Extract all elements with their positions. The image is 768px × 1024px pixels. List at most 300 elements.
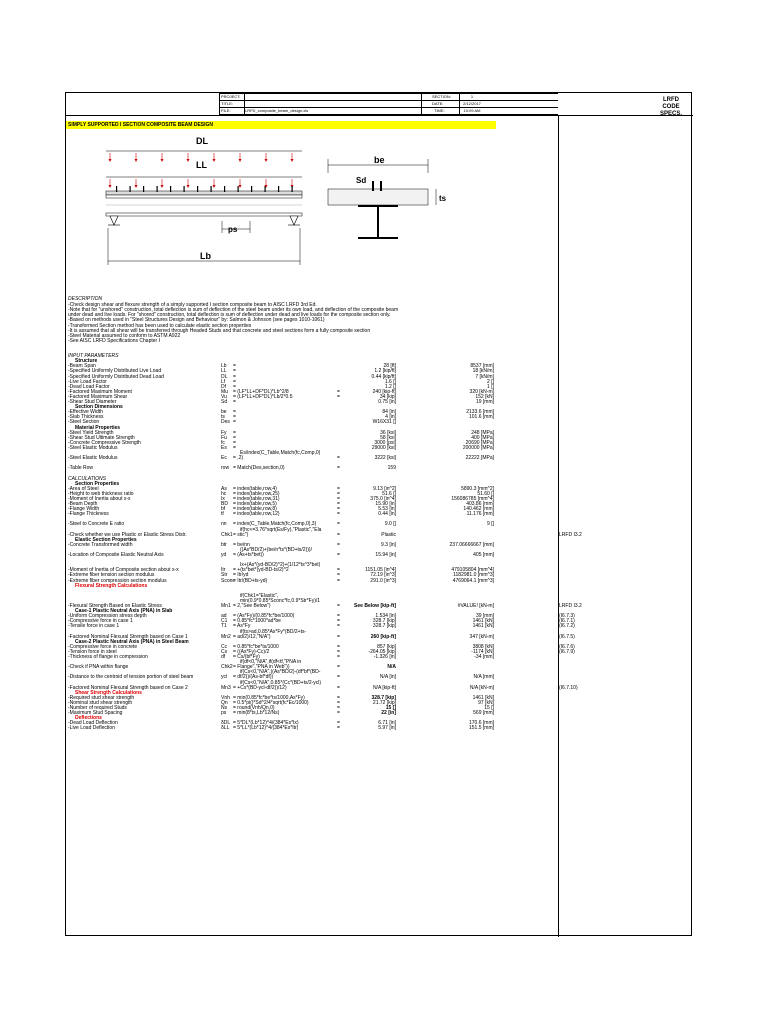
cross-section-figure <box>318 151 468 246</box>
imperial-value: W16X31 [] <box>372 419 396 426</box>
parameter-formula: = Flange","PNA in Web")) <box>233 664 290 671</box>
imperial-value: 1151.05 [in^4] <box>365 567 396 574</box>
equals-sign: = <box>337 465 340 472</box>
equals-sign: = <box>337 674 340 681</box>
parameter-description: -Extreme fiber compression section modulus <box>68 577 167 584</box>
parameter-description: -Beam Depth <box>68 501 98 507</box>
parameter-symbol: Ix <box>221 495 225 502</box>
parameter-formula: = Itr/(BD+ts-yd) <box>233 577 268 584</box>
imperial-value: 3000 [psi] <box>374 439 396 446</box>
parameter-symbol: Des <box>221 419 230 426</box>
metric-value: 140.462 [mm] <box>463 506 494 513</box>
metric-value: 1182981.0 [mm^3] <box>453 572 494 579</box>
metric-value: 400 [MPa] <box>471 434 494 441</box>
parameter-formula: = index(table,row,31) <box>233 495 280 502</box>
description-line: -Based on methods used in "Steel Structures Design and Behaviour" by: Salmon & Johnson (see pages 1010-1061) <box>68 317 325 324</box>
parameter-description: -Factored Nominal Flexural Strength based on Case 1 <box>68 633 188 640</box>
parameter-symbol: Chk2 <box>221 664 233 671</box>
parameter-description: -Specified Uniformly Distributed Dead Load <box>68 373 164 380</box>
parameter-formula: = be/nn <box>233 541 250 548</box>
equals-sign: = <box>337 531 340 538</box>
load-arrow-head <box>135 159 138 162</box>
shear-stud <box>238 186 239 192</box>
description-line: -It is assumed that all shear will be transferred through Headed Studs and that concrete and steel sections form a fully composite section <box>68 327 371 334</box>
equals-sign: = <box>337 521 340 528</box>
parameter-description: -Dead Load Deflection <box>68 720 118 727</box>
metric-value: 320 [kN-m] <box>469 388 494 395</box>
code-reference: (I6.7.2) <box>559 623 575 630</box>
shear-stud <box>224 186 225 192</box>
metric-value: 152 [kN] <box>475 393 494 400</box>
parameter-description: -Flexural Strength Based on Elastic Stress <box>68 603 162 609</box>
imperial-value: -264.05 [kip] <box>368 648 396 655</box>
parameter-symbol: C1 <box>221 618 228 625</box>
imperial-value: 328.7 [kip] <box>372 623 396 630</box>
parameter-description: -Tension force in steel <box>68 648 117 655</box>
parameter-description: -Height to web thickness ratio <box>68 490 134 497</box>
parameter-symbol: δDL <box>221 720 231 727</box>
parameter-description: -Steel Elastic Modulus <box>68 444 118 451</box>
formula-continuation: min(0.9*0.85*Sconc*fc,0.9*Str*Fy)/1 <box>240 597 321 604</box>
parameter-symbol: yd <box>221 552 227 558</box>
parameter-formula: = <box>233 373 236 380</box>
parameter-formula: = <box>233 409 236 416</box>
metric-value: 479105804 [mm^4] <box>451 567 494 574</box>
metric-value: 1 [] <box>487 383 494 390</box>
parameter-description: -Distance to the centroid of tension portion of steel beam <box>68 674 194 681</box>
equals-sign: = <box>337 710 340 717</box>
parameter-symbol: Df <box>221 383 226 390</box>
parameter-description: -Area of Steel <box>68 485 99 492</box>
equals-sign: = <box>337 699 340 706</box>
parameter-description: -Factored Nominal Flexural Strength based on Case 2 <box>68 684 188 691</box>
parameter-symbol: tf <box>221 511 224 518</box>
shear-stud <box>251 186 252 192</box>
parameter-formula: = <box>233 414 236 421</box>
equals-sign: = <box>337 643 340 650</box>
parameter-symbol: Chk1 <box>221 531 233 538</box>
imperial-value: N/A <box>387 664 396 671</box>
shear-stud <box>157 186 158 192</box>
metric-value: 7 [kN/m] <box>475 373 494 380</box>
parameter-symbol: Mn1 <box>221 603 231 609</box>
equals-sign: = <box>337 664 340 671</box>
imperial-value: 857 [kip] <box>377 643 396 650</box>
parameter-description: -Factored Maximum Shear <box>68 393 128 400</box>
parameter-symbol: ts <box>221 414 225 421</box>
concrete-slab <box>106 191 302 195</box>
metric-value: 4769064.1 [mm^3] <box>452 577 494 584</box>
code-reference: (I6.7.1) <box>559 618 575 625</box>
parameter-description: -Uniform Compression stress depth <box>68 613 147 620</box>
imperial-value: 6.71 [in] <box>378 720 396 727</box>
stud-spacing-label: ps <box>228 225 238 234</box>
shear-stud <box>184 186 185 192</box>
parameter-formula: = 5*DL*(Lb*12)^4/(384*Es*Ix) <box>233 720 299 727</box>
parameter-symbol: Mu <box>221 388 228 395</box>
span-label: Lb <box>200 251 211 261</box>
metric-value: 22222 [MPa] <box>465 455 494 462</box>
live-load-arrows <box>109 179 294 188</box>
parameter-description: -Dead Load Factor <box>68 383 110 390</box>
code-specs-column-divider <box>558 115 559 937</box>
imperial-value: 36 [ksi] <box>380 429 396 436</box>
imperial-value: 29000 [ksi] <box>371 444 396 451</box>
metric-value: 405 [mm] <box>473 552 494 558</box>
imperial-value: -1.326 [in] <box>373 654 396 660</box>
parameter-formula: = <box>233 429 236 436</box>
parameter-formula: = <box>233 439 236 446</box>
imperial-value: 1.534 [in] <box>375 613 396 620</box>
parameter-symbol: btr <box>221 541 227 548</box>
formula-continuation: Ix+(As*(yd-BD/2)^2)+(1/12*ts^3*bet) <box>240 562 321 569</box>
imperial-value: 28 [ft] <box>383 363 396 370</box>
parameter-symbol: be <box>221 409 227 416</box>
parameter-formula: = <box>233 378 236 385</box>
parameter-symbol: Ns <box>221 705 228 711</box>
parameter-formula: = <box>233 434 236 441</box>
parameter-symbol: Fy <box>221 429 227 436</box>
parameter-description: -Slab Thickness <box>68 414 104 421</box>
effective-width-label: be <box>374 155 385 165</box>
imperial-value: 328.7 [kip] <box>372 618 396 625</box>
parameter-formula: = (LF*LL+DF*DL)*Lb^2/8 <box>233 388 289 395</box>
parameter-description: -Shear Stud Ultimate Strength <box>68 434 135 441</box>
parameter-symbol: nn <box>221 521 227 528</box>
code-specs-line-2: CODE SPECS. <box>659 104 682 117</box>
parameter-formula: = +Cs*(BD-ycl-df/2))/12) <box>233 684 287 691</box>
parameter-symbol: Cs <box>221 648 228 655</box>
parameter-formula: = <box>233 399 236 405</box>
formula-continuation: if(ts>ad,0.85*As*Fy*(BD/2+ts- <box>240 628 307 635</box>
description-line: -See AISC LRFD Specifications Chapter I <box>68 337 160 344</box>
imperial-value: 51.6 [] <box>382 490 396 497</box>
calc-heading: CALCULATIONS <box>68 475 106 482</box>
parameter-symbol: ad <box>221 613 227 620</box>
metric-value: 347 [kN-m] <box>469 633 494 640</box>
parameter-formula: = min(0.85*fc*be*ts/1000,As*Fy) <box>233 694 305 701</box>
equals-sign: = <box>337 393 340 400</box>
metric-value: 101.6 [mm] <box>468 414 494 421</box>
parameter-symbol: Lf <box>221 378 226 385</box>
parameter-symbol: Sd <box>221 399 228 405</box>
imperial-value: Plastic <box>381 531 396 538</box>
parameter-formula: = 0.5*pi()*Sd^2/4*sqrt(fc*Ec/1000) <box>233 699 309 706</box>
parameter-formula: = stic") <box>233 531 249 538</box>
shear-stud <box>265 186 266 192</box>
parameter-symbol: Qn <box>221 699 228 706</box>
equals-sign: = <box>337 648 340 655</box>
parameter-formula: = 0.85*fc*be*ts/1000 <box>233 643 279 650</box>
metric-value: 11.176 [mm] <box>466 511 494 518</box>
parameter-symbol: DL <box>221 373 228 380</box>
metric-value: 156086785 [mm^4] <box>451 495 494 502</box>
equals-sign: = <box>337 552 340 558</box>
imperial-value: 84 [in] <box>382 409 396 416</box>
left-support <box>110 216 118 225</box>
metric-value: 569 [mm] <box>473 710 494 717</box>
description-line: -Note that for "unshored" construction, total deflection is sum of deflection of the steel beam under its own load, and deflection of the composite beam <box>68 307 399 314</box>
parameter-formula: = Itr/yd <box>233 572 249 579</box>
formula-continuation: Es/index(C_Table,Match(fc,Comp,0) <box>240 450 321 456</box>
metric-value: 3808 [kN] <box>472 643 494 650</box>
code-reference: (I6.7.6) <box>559 643 575 650</box>
metric-value: 97 [kN] <box>478 699 494 706</box>
section-subheading: Elastic Section Properties <box>75 536 137 543</box>
parameter-description: -Steel Yield Strength <box>68 429 114 436</box>
metric-value: 1461 [kN] <box>472 694 494 701</box>
parameter-formula: = round(Vnh/Qn,0) <box>233 705 275 711</box>
shear-stud <box>292 186 293 192</box>
parameter-symbol: δLL <box>221 725 230 732</box>
metric-value: 5890.3 [mm^2] <box>461 485 494 492</box>
code-reference: (I6.7.3) <box>559 613 575 620</box>
imperial-value: 1.2 [kip/ft] <box>374 368 396 375</box>
equals-sign: = <box>337 501 340 507</box>
parameter-symbol: df <box>221 654 226 660</box>
metric-value: 248 [MPa] <box>471 429 494 436</box>
parameter-formula: = <box>233 363 236 370</box>
imperial-value: 22 [in] <box>381 710 396 717</box>
formula-continuation: ((As*BD/2)+(be/n*ts*(BD+ts/2)))/ <box>240 546 312 553</box>
equals-sign: = <box>337 490 340 497</box>
load-arrow-head <box>265 159 268 162</box>
equals-sign: = <box>337 684 340 691</box>
stud-diameter-label: Sd <box>356 176 367 185</box>
shear-stud <box>143 186 144 192</box>
parameter-description: -Number of required Studs <box>68 705 127 711</box>
parameter-formula: = <box>233 368 236 375</box>
parameter-formula: = Match(Des,section,0) <box>233 465 285 472</box>
metric-value: 237.06666667 [mm] <box>449 541 494 548</box>
imperial-value: 5.97 [in] <box>378 725 396 732</box>
equals-sign: = <box>337 633 340 640</box>
design-banner: SIMPLY SUPPORTED I SECTION COMPOSITE BEAM DESIGN <box>66 121 496 129</box>
parameter-symbol: fc <box>221 439 225 446</box>
equals-sign: = <box>337 705 340 711</box>
parameter-formula: = index(table,row,4) <box>233 485 277 492</box>
imperial-value: 15 [] <box>385 705 396 711</box>
load-arrow-head <box>187 159 190 162</box>
parameter-symbol: Mn2 <box>221 633 231 640</box>
imperial-value: N/A [kip-ft] <box>372 684 396 691</box>
metric-value: 151.5 [mm] <box>468 725 494 732</box>
parameter-symbol: As <box>221 485 227 492</box>
code-specs-heading <box>651 97 691 118</box>
metric-value: 8537 [mm] <box>470 363 494 370</box>
imperial-value: 58 [ksi] <box>380 434 396 441</box>
parameter-description: -Thickness of flange in compression <box>68 654 148 660</box>
stud-right <box>380 181 382 191</box>
parameter-formula: = 0.85*fc*1000*ad*be <box>233 618 281 625</box>
code-reference: LRFD I3.2 <box>559 531 582 538</box>
right-support <box>290 216 298 225</box>
parameter-formula: = index(table,row,12) <box>233 511 280 518</box>
parameter-formula: = ,2) <box>233 455 244 462</box>
parameter-formula: = (As+ts*bet)) <box>233 552 264 558</box>
shear-stud <box>197 186 198 192</box>
parameter-description: -Steel Section <box>68 419 100 426</box>
section-subheading: Case-1 Plastic Neutral Axis (PNA) in Slab <box>75 608 173 615</box>
metric-value: 18 [kN/m] <box>472 368 494 375</box>
formula-continuation: if(hc<=3.76*sqrt(Es/Fy),"Plastic","Ela <box>240 526 322 533</box>
description-line: -Transformed Section method has been used to calculate elastic section properties <box>68 322 252 329</box>
section-web <box>377 207 379 237</box>
imperial-value: 9.3 [in] <box>380 541 396 548</box>
parameter-description: -Check if PNA within flange <box>68 664 129 671</box>
parameter-description: -Specified Uniformly Distributed Live Load <box>68 368 162 375</box>
section-value: 1 <box>470 94 474 99</box>
parameter-symbol: bf <box>221 506 226 513</box>
section-bottom-flange <box>358 237 398 239</box>
imperial-value: 9.0 [] <box>384 521 396 528</box>
metric-value: -34 [mm] <box>474 654 494 660</box>
metric-value: N/A [kN-m] <box>469 684 494 691</box>
parameter-formula: = df/2))/(As-bf*df)) <box>233 674 274 681</box>
metric-value: 403.86 [mm] <box>466 501 494 507</box>
metric-value: 15 [] <box>484 705 494 711</box>
code-reference: LRFD I3.2 <box>559 603 582 609</box>
parameter-description: -Nominal stud shear strength <box>68 699 133 706</box>
parameter-formula: = 5*LL*(Lb*12)^4/(384*Es*Itr) <box>233 725 299 732</box>
parameter-symbol: Lb <box>221 363 227 370</box>
parameter-symbol: Ec <box>221 455 227 462</box>
formula-continuation: if(df<0,"N/A",if(df<tf,"PNA in <box>240 659 302 666</box>
parameter-description: -Required stud shear strength <box>68 694 135 701</box>
equals-sign: = <box>337 388 340 395</box>
imperial-value: 0.44 [kip/ft] <box>371 373 396 380</box>
parameter-description: -Moment of Inertia about x-x <box>68 495 131 502</box>
parameter-description: -Compressive force in case 1 <box>68 618 133 625</box>
shear-stud <box>130 186 131 192</box>
red-subheading: Deflections <box>75 715 102 722</box>
formula-continuation: if(Chk1="Elastic", <box>240 592 279 599</box>
metric-value: 20690 [MPa] <box>465 439 494 446</box>
bottom-flange <box>106 213 302 216</box>
section-subheading: Case-2 Plastic Neutral Axis (PNA) in Steel Beam <box>75 638 189 645</box>
code-reference: (I6.7.9) <box>559 648 575 655</box>
metric-value: 2 [] <box>487 378 494 385</box>
date-label: DATE: <box>432 101 444 106</box>
equals-sign: = <box>337 506 340 513</box>
parameter-formula: = +(ts*bet*(yd-BD-ts/2)^2 <box>233 567 289 574</box>
equals-sign: = <box>337 495 340 502</box>
parameter-description: -Extreme fiber tension section modulus <box>68 572 155 579</box>
parameter-formula: = 2,"See Below") <box>233 603 271 609</box>
shear-stud <box>116 186 117 192</box>
code-reference: (I6.7.10) <box>559 684 578 691</box>
metric-value: 19 [mm] <box>475 399 494 405</box>
equals-sign: = <box>337 654 340 660</box>
parameter-formula: = <box>233 444 236 451</box>
parameter-description: -Live Load Factor <box>68 378 107 385</box>
load-arrow-head <box>161 159 164 162</box>
code-reference: (I6.7.5) <box>559 633 575 640</box>
parameter-formula: = (As*Fy)/(0.85*fc*be/1000) <box>233 613 295 620</box>
load-arrow-head <box>187 185 190 188</box>
parameter-description: -Maximum Stud Spacing <box>68 710 123 717</box>
imperial-value: See Below [kip-ft] <box>354 603 396 609</box>
equals-sign: = <box>337 511 340 518</box>
parameter-formula: = index(table,row,5) <box>233 501 277 507</box>
load-arrow-head <box>239 185 242 188</box>
equals-sign: = <box>337 567 340 574</box>
parameter-symbol: hc <box>221 490 227 497</box>
imperial-value: 15.94 [in] <box>375 552 396 558</box>
equals-sign: = <box>337 613 340 620</box>
equals-sign: = <box>337 455 340 462</box>
parameter-symbol: BD <box>221 501 228 507</box>
parameter-description: -Concrete Transformed width <box>68 541 133 548</box>
load-arrow-head <box>291 159 294 162</box>
metric-value: 170.6 [mm] <box>468 720 494 727</box>
red-subheading: Flexural Strength Calculations <box>75 582 148 589</box>
equals-sign: = <box>337 725 340 732</box>
description-line: -Check design shear and flexure strength of a simply supported I section composite beam to AISC LRFD 3rd Ed. <box>68 302 317 309</box>
load-arrow-head <box>161 185 164 188</box>
load-arrow-head <box>109 159 112 162</box>
parameter-symbol: ycl <box>221 674 228 681</box>
equals-sign: = <box>337 623 340 630</box>
parameter-formula: = As*Fy <box>233 623 251 630</box>
imperial-value: 34 [kip] <box>379 393 396 400</box>
parameter-symbol: Str <box>221 572 228 579</box>
parameter-description: -Moment of Inertia of Composite section about x-x <box>68 567 179 574</box>
section-subheading: Structure <box>75 358 98 365</box>
equals-sign: = <box>337 694 340 701</box>
parameter-description: -Flange Thickness <box>68 511 109 518</box>
section-top-flange <box>358 205 398 207</box>
parameter-description: -Location of Composite Elastic Neutral Axis <box>68 552 164 558</box>
parameter-symbol: Mn3 <box>221 684 231 691</box>
red-subheading: Shear Strength Calculations <box>75 689 142 696</box>
file-name: LRFD_composite_beam_design.xls <box>245 108 309 113</box>
parameter-formula: = min(8*ts,Lb*12/Ns) <box>233 710 280 717</box>
parameter-formula: = index(table,row,8) <box>233 506 277 513</box>
equals-sign: = <box>337 485 340 492</box>
equals-sign: = <box>337 572 340 579</box>
imperial-value: 375.0 [in^4] <box>370 495 396 502</box>
imperial-value: 72.19 [in^3] <box>370 572 396 579</box>
parameter-description: -Factored Maximum Moment <box>68 388 132 395</box>
parameter-formula: = index(table,row,25) <box>233 490 280 497</box>
input-heading: INPUT PARAMETERS <box>68 353 119 360</box>
imperial-value: 1.2 [] <box>384 383 396 390</box>
sheet-header <box>66 93 693 115</box>
imperial-value: 15.90 [in] <box>375 501 396 507</box>
load-arrow-head <box>239 159 242 162</box>
parameter-formula: = index(C_Table,Match(fc,Comp,0),3) <box>233 521 317 528</box>
shear-stud <box>211 186 212 192</box>
parameter-symbol: Es <box>221 444 227 451</box>
imperial-value: 328.7 [kip] <box>371 694 396 701</box>
parameter-formula: = (LF*LL+DF*DL)*Lb/2*0.5 <box>233 393 293 400</box>
stud-left <box>372 181 374 191</box>
time-value: 10:09 AM <box>463 108 481 113</box>
description-line: -Steel Material assumed to conform to ASTM A922 <box>68 332 181 339</box>
imperial-value: 0.44 [in] <box>378 511 396 518</box>
ll-label: LL <box>196 160 207 170</box>
metric-value: N/A [mm] <box>473 674 494 681</box>
time-label: TIME: <box>434 108 445 113</box>
description-heading: DESCRIPTION <box>68 296 103 302</box>
equals-sign: = <box>337 603 340 609</box>
imperial-value: 159 <box>387 465 396 472</box>
metric-value: #VALUE! [kN-m] <box>457 603 494 609</box>
parameter-symbol: T1 <box>221 623 227 630</box>
metric-value: 2133.6 [mm] <box>466 409 494 416</box>
beam-elevation-figure <box>104 133 304 283</box>
